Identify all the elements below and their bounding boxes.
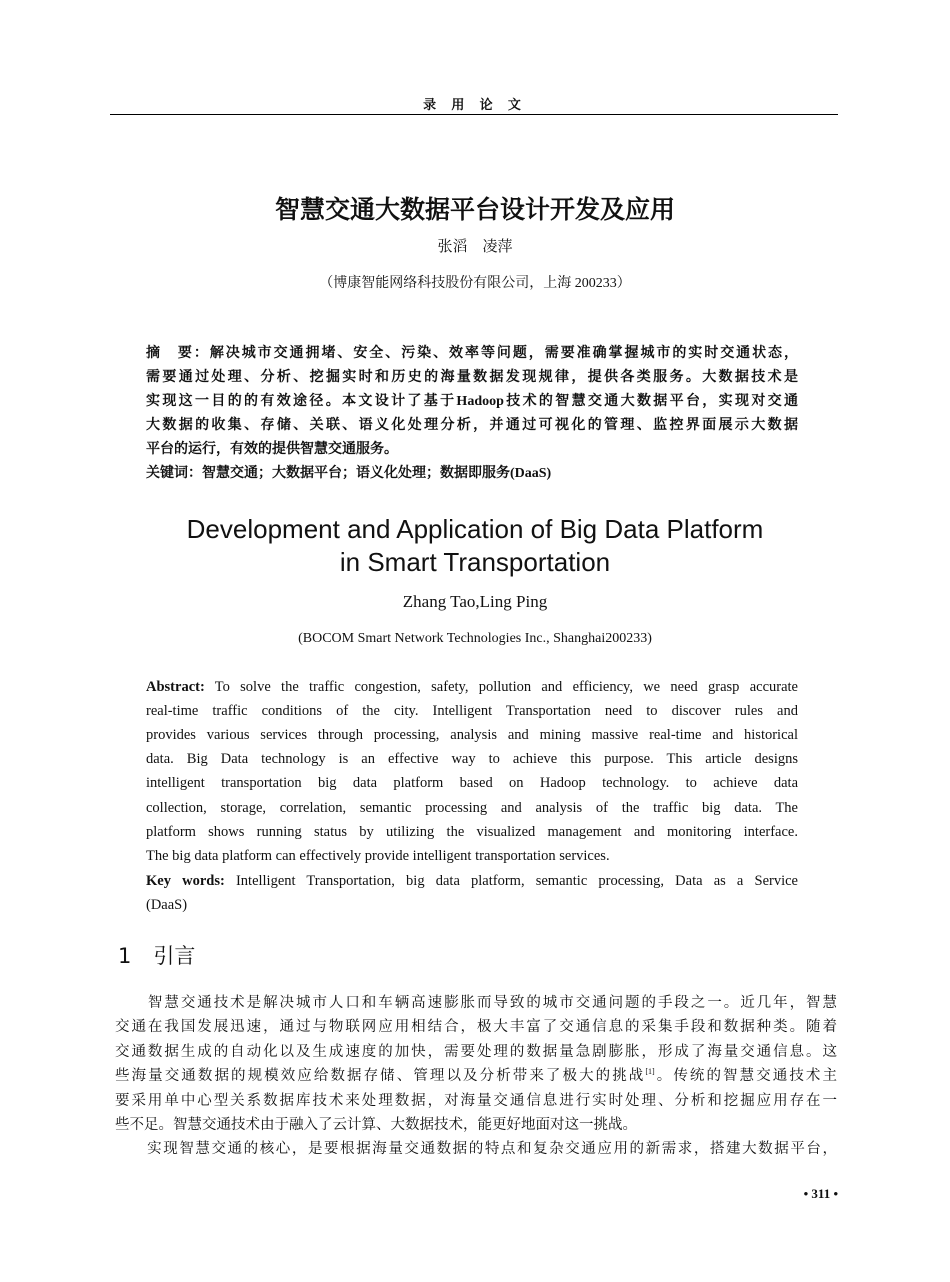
en-abstract-line: Abstract: To solve the traffic congestion, safety, pollution and efficiency, we need grasp accurate	[146, 679, 798, 695]
zh-affiliation: （博康智能网络科技股份有限公司，上海 200233）	[319, 276, 631, 291]
en-keywords-cont: (DaaS)	[146, 897, 188, 913]
body-line: 交通数据生成的自动化以及生成速度的加快，需要处理的数据量急剧膨胀，形成了海量交通信息。这	[115, 1044, 837, 1060]
zh-title: 智慧交通大数据平台设计开发及应用	[274, 195, 675, 224]
zh-keywords: 关键词：智慧交通；大数据平台；语义化处理；数据即服务(DaaS)	[146, 466, 552, 481]
page-number: • 311 •	[803, 1186, 838, 1201]
section-heading: 1 引言	[118, 944, 196, 968]
en-abstract-line: platform shows running status by utilizing the visualized management and monitoring interface.	[146, 824, 798, 840]
en-abstract-line: real-time traffic conditions of the city. Intelligent Transportation need to discover rules and	[146, 703, 798, 719]
body-line: 交通在我国发展迅速，通过与物联网应用相结合，极大丰富了交通信息的采集手段和数据种类。随着	[115, 1019, 837, 1035]
body-line: 些不足。智慧交通技术由于融入了云计算、大数据技术，能更好地面对这一挑战。	[115, 1117, 637, 1133]
citation-ref[interactable]: [1]	[645, 1067, 655, 1077]
zh-abstract-line: 平台的运行，有效的提供智慧交通服务。	[146, 442, 398, 457]
en-title-line-2: in Smart Transportation	[339, 547, 611, 577]
en-title-line-1: Development and Application of Big Data Platform	[186, 514, 764, 544]
zh-abstract-line: 摘 要：解决城市交通拥堵、安全、污染、效率等问题，需要准确掌握城市的实时交通状态，	[146, 346, 799, 361]
body-line: 智慧交通技术是解决城市人口和车辆高速膨胀而导致的城市交通问题的手段之一。近几年，智慧	[115, 995, 837, 1011]
en-abstract-label: Abstract:	[146, 679, 205, 695]
zh-abstract-line: 实现这一目的的有效途径。本文设计了基于Hadoop技术的智慧交通大数据平台，实现对交通	[146, 394, 798, 409]
en-abstract-line: The big data platform can effectively provide intelligent transportation services.	[146, 848, 610, 864]
running-header: 录 用 论 文	[423, 97, 527, 112]
en-abstract-line: collection, storage, correlation, semantic processing and analysis of the traffic big data. The	[146, 800, 798, 816]
zh-authors: 张滔 凌萍	[437, 239, 513, 255]
zh-abstract-line: 大数据的收集、存储、关联、语义化处理分析，并通过可视化的管理、监控界面展示大数据	[146, 418, 798, 433]
en-abstract-line: data. Big Data technology is an effective way to achieve this purpose. This article designs	[146, 751, 798, 767]
en-abstract-line: provides various services through processing, analysis and mining massive real-time and historical	[146, 727, 798, 743]
body-line: 些海量交通数据的规模效应给数据存储、管理以及分析带来了极大的挑战[1]。传统的智慧交通技术主	[115, 1067, 837, 1084]
en-affiliation: (BOCOM Smart Network Technologies Inc., Shanghai200233)	[298, 631, 652, 646]
zh-abstract-line: 需要通过处理、分析、挖掘实时和历史的海量数据发现规律，提供各类服务。大数据技术是	[146, 370, 798, 385]
header-rule	[110, 114, 838, 115]
body-line: 要采用单中心型关系数据库技术来处理数据，对海量交通信息进行实时处理、分析和挖掘应用存在一	[115, 1093, 837, 1109]
en-abstract-line: intelligent transportation big data platform based on Hadoop technology. to achieve data	[146, 775, 798, 791]
en-keywords: Key words: Intelligent Transportation, big data platform, semantic processing, Data as a Service	[146, 873, 798, 889]
zh-abstract-label: 摘 要：	[146, 346, 210, 361]
en-authors: Zhang Tao,Ling Ping	[402, 592, 548, 611]
body-line: 实现智慧交通的核心，是要根据海量交通数据的特点和复杂交通应用的新需求，搭建大数据平台，	[115, 1141, 837, 1157]
